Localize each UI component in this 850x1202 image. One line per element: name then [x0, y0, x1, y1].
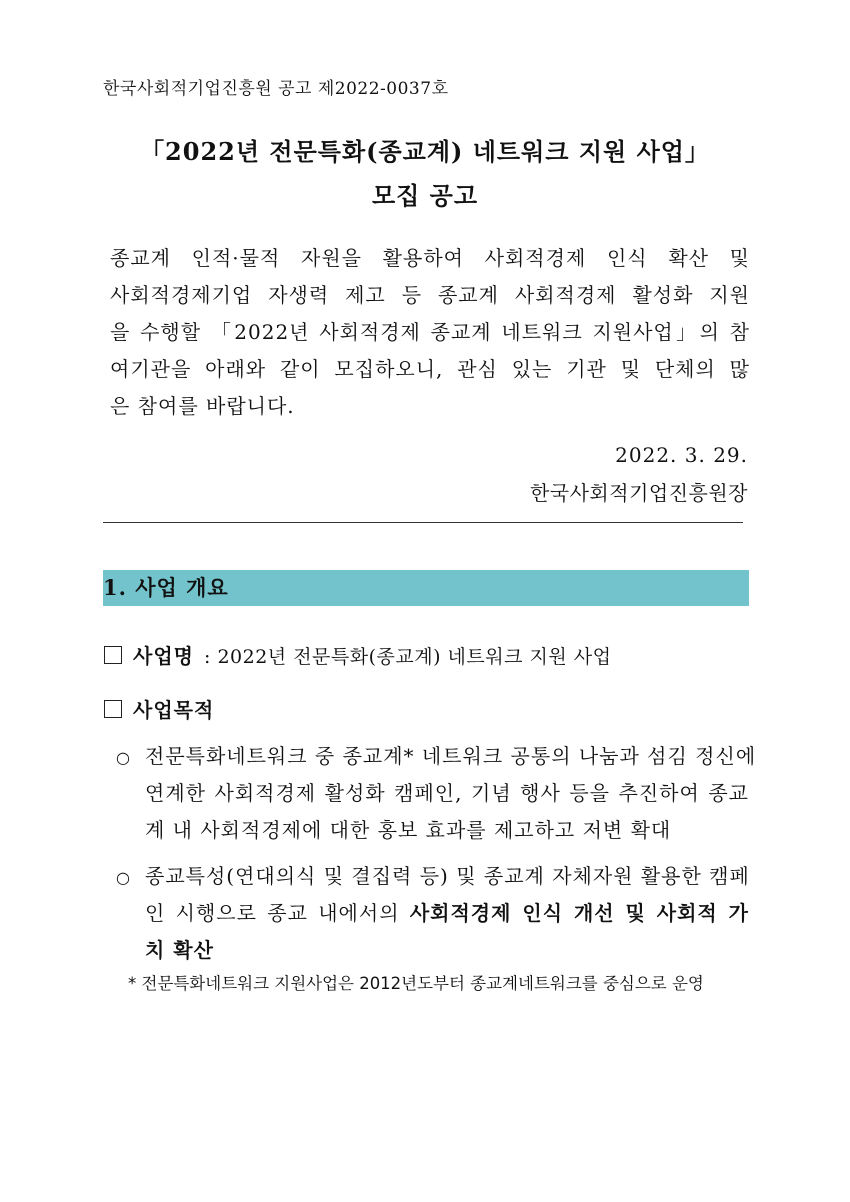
bullet-line: 전문특화네트워크 중 종교계* 네트워크 공통의 나눔과 섬김 정신에 [145, 744, 757, 768]
title-line-2: 모집 공고 [371, 181, 479, 210]
intro-line: 을 수행할 「2022년 사회적경제 종교계 네트워크 지원사업」의 참 [110, 320, 750, 344]
checkbox-icon [104, 646, 122, 664]
bullet-line [145, 932, 749, 969]
checkbox-icon [104, 700, 122, 718]
purpose-bullet-1 [145, 738, 757, 849]
purpose-label: 사업목적 [133, 698, 215, 722]
bullet-line: 계 내 사회적경제에 대한 홍보 효과를 제고하고 저변 확대 [145, 818, 672, 842]
notice-number: 한국사회적기업진흥원 공고 제2022-0037호 [103, 79, 449, 99]
bullet-text-emphasis: 치 확산 [145, 938, 214, 962]
announcement-date: 2022. 3. 29. [615, 443, 748, 467]
issuing-organization: 한국사회적기업진흥원장 [529, 481, 748, 505]
bullet-line: 연계한 사회적경제 활성화 캠페인, 기념 행사 등을 추진하여 종교 [145, 781, 749, 805]
intro-line: 여기관을 아래와 같이 모집하오니, 관심 있는 기관 및 단체의 많 [110, 357, 750, 381]
title-line-1: 「2022년 전문특화(종교계) 네트워크 지원 사업」 [140, 137, 710, 166]
intro-line: 은 참여를 바랍니다. [110, 394, 295, 418]
bullet-line [145, 895, 749, 932]
bullet-text-emphasis: 사회적경제 인식 개선 및 사회적 가 [409, 901, 749, 925]
intro-paragraph [110, 240, 750, 425]
bullet-circle-icon: ○ [116, 748, 130, 767]
bullet-text-plain: 인 시행으로 종교 내에서의 [145, 901, 410, 925]
bullet-line: 종교특성(연대의식 및 결집력 등) 및 종교계 자체자원 활용한 캠페 [145, 864, 750, 888]
project-name-label: 사업명 [133, 644, 194, 668]
project-name-value: : 2022년 전문특화(종교계) 네트워크 지원 사업 [204, 646, 612, 668]
bullet-circle-icon: ○ [116, 868, 130, 887]
footnote: * 전문특화네트워크 지원사업은 2012년도부터 종교계네트워크를 중심으로 운영 [128, 974, 704, 993]
divider-line [103, 522, 743, 523]
section-title: 1. 사업 개요 [103, 575, 229, 600]
intro-line: 종교계 인적·물적 자원을 활용하여 사회적경제 인식 확산 및 [110, 246, 750, 270]
intro-line: 사회적경제기업 자생력 제고 등 종교계 사회적경제 활성화 지원 [110, 283, 750, 307]
purpose-bullet-2 [145, 858, 749, 969]
announcement-title [0, 130, 850, 218]
